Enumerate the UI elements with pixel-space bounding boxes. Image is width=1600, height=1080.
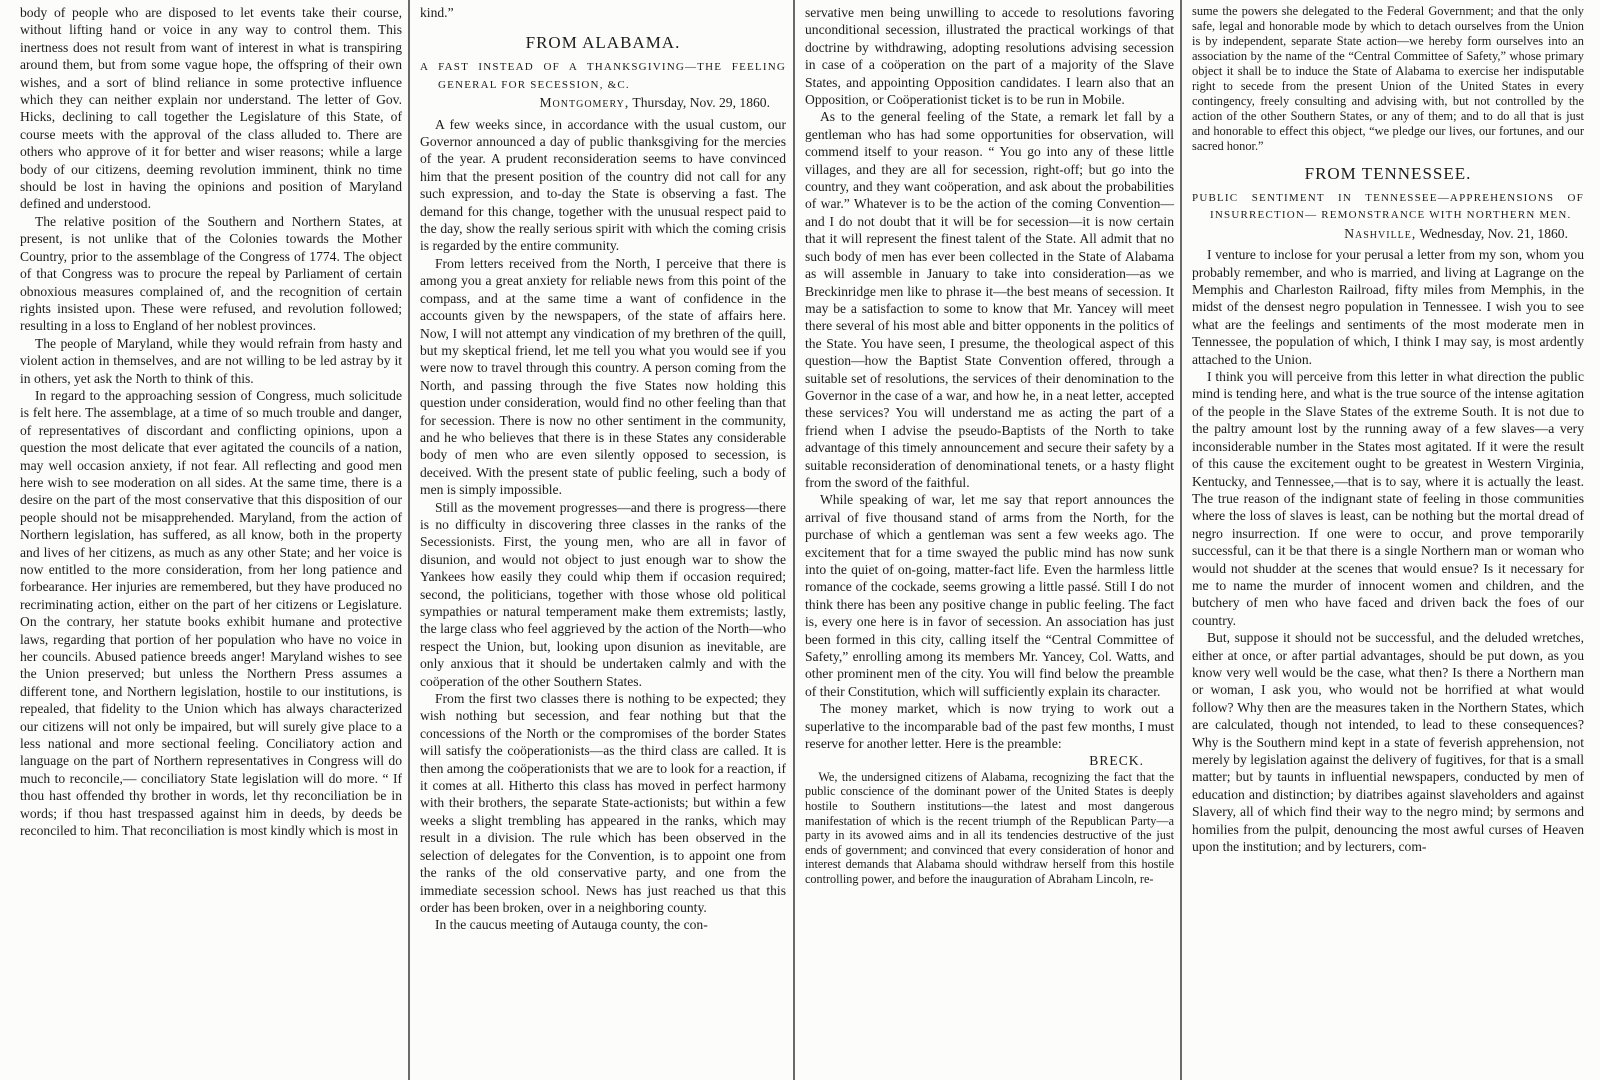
paragraph: kind.” [420,5,454,20]
paragraph: But, suppose it should not be successful, and the deluded wretches, either at once, or after partial advantages, should be put down, as you know very well would be the case, what then? Is there a Northern man or woman, I ask you, who would not be horrified at what would follow? Why then are the measures taken in the Northern States, which are calculated, though not intended, to lead to these consequences? Why is the Southern mind kept in a state of feverish apprehension, not merely by legislation against the delivery of fugitives, for that is a small matter; but by taunts in influential newspapers, conducted by men of education and distinction; by diatribes against slaveholders and against Slavery, all of which find their way to the negro mind; by sermons and homilies from the pulpit, denouncing the most awful curses of Heaven upon the institution; and by lecturers, com- [1192,630,1584,855]
paragraph: From letters received from the North, I perceive that there is among you a great anxiety for reliable news from this point of the compass, and at the same time a want of confidence in the accounts given by the newspapers, of the state of affairs here. Now, I will not attempt any vindication of my brethren of the quill, but my skeptical friend, let me tell you what you would see if you were now to travel through this country. A person coming from the North, and passing through the five States now holding this question under consideration, would find no other feeling than that for secession. There is now no other sentiment in the community, and he who believes that there is in these States any considerable body of men who are even silently opposed to secession, is deceived. With the present state of public feeling, such a body of men is simply impossible. [420,255,786,498]
dateline [420,94,786,111]
article-heading-tennessee: FROM TENNESSEE. [1304,164,1472,183]
signature [805,752,1174,769]
dateline-date: Wednesday, Nov. 21, 1860. [1416,225,1568,241]
article-subheading: A FAST INSTEAD OF A THANKSGIVING—THE FEELING GENERAL FOR SECESSION, &C. [420,61,786,91]
preamble-continuation: sume the powers she delegated to the Federal Government; and that the only safe, legal and honorable mode by which to detach ourselves from the Union is by independent, separate State action—we hereby form ourselves into an association by the name of the “Central Committee of Safety,” whose primary object it shall be to induce the State of Alabama to exercise her indisputable right to secede from the present Union of the United States in every contingency, freely consulting and advising with, but not controlled by the action of the other Southern States, or any of them; and to do all that is just and honorable to effect this object, “we pledge our lives, our fortunes, and our sacred honor.” [1192,4,1584,153]
paragraph: In the caucus meeting of Autauga county, the con- [434,917,708,933]
paragraph: body of people who are disposed to let events take their course, without lifting hand or voice in any way to control them. This inertness does not result from want of interest in what is transpiring around them, but from some vague hope, the offspring of their own wishes, and a sort of blind reliance in some protective influence which they can neither explain nor understand. The letter of Gov. Hicks, declining to call together the Legislature of this State, of course meets with the approval of the class alluded to. There are others who approve of it for better and wiser reasons; while a large body of our citizens, deeming revolution imminent, think no time should be lost in having the opinions and position of Maryland defined and understood. [20,5,402,212]
paragraph: The relative position of the Southern and Northern States, at present, is not unlike that of the Colonies towards the Mother Country, prior to the assemblage of the Congress of 1774. The object of that Congress was to procure the repeal by Parliament of certain obnoxious measures complained of, and the recognition of certain rights insisted upon. These were refused, and revolution followed; resulting in a loss to England of her noblest provinces. [20,213,402,334]
paragraph: The money market, which is now trying to work out a superlative to the incomparable bad of the past few months, I must reserve for another letter. Here is the preamble: [805,701,1174,752]
paragraph: In regard to the approaching session of Congress, much solicitude is felt here. The assemblage, at a time of so much trouble and danger, of representatives of discordant and conflicting opinions, upon a question the most delicate that ever agitated the councils of a nation, may well occasion anxiety, if not fear. All reflecting and good men here wish to see moderation on all sides. At the same time, there is a desire on the part of the most conservative that this disposition of our people should not be misapprehended. Maryland, from the action of Northern legislation, has suffered, as all know, both in the property and lives of her citizens, as much as any other State; and her voice is now entitled to the more consideration, from her long patience and forbearance. Her injuries are remembered, but they have produced no recriminating action, either on the part of her citizens or Legislature. On the contrary, her statute books exhibit humane and protective laws, regarding that portion of her population who have no voice in her councils. Abused patience breeds anger! Maryland wishes to see the Union preserved; but unless the Northern Press assumes a different tone, and Northern legislation, hostile to our institutions, is repealed, that fidelity to the Union which has always characterized our citizens will not only be impaired, but will surely give place to a less national and more sectional feeling. Conciliatory action and language on the part of Northern representatives in Congress will do much to reconcile,— conciliatory State legislation will do more. “ If thou hast offended thy brother in words, let thy reconciliation be in words; if thou hast trespassed against him in deeds, by deeds be reconciled to him. That reconciliation is most kindly which is most in [20,387,402,839]
article-heading-alabama: FROM ALABAMA. [525,33,681,53]
column-1 [10,0,408,1080]
dateline-date: Thursday, Nov. 29, 1860. [629,95,770,111]
paragraph: From the first two classes there is nothing to be expected; they wish nothing but secession, and fear nothing but that the concessions of the North or the compromises of the border States will satisfy the coöperationists—as the third class are called. It is then among the coöperationists that we are to look for a reaction, if it comes at all. Hitherto this class has moved in perfect harmony with their brothers, the separate State-actionists; but within a few weeks a slight trembling has appeared in the ranks, which may result in a division. The rule which has been observed in the selection of delegates for the Convention, is to appoint one from the ranks of the old conservative party, and one from the immediate secession school. News has just reached us that this order has been broken, over in a neighboring county. [420,691,786,915]
paragraph: I venture to inclose for your perusal a letter from my son, whom you probably remember, and who is married, and living at Lagrange on the Memphis and Charleston Railroad, fifty miles from Memphis, in the midst of the densest negro population in Tennessee. I wish you to see what are the feelings and sentiments of the most moderate men in Tennessee, the population of which, I think I may say, is most ardently attached to the Union. [1192,247,1584,367]
dateline-place: Nashville, [1344,225,1417,241]
dateline [1192,225,1584,242]
preamble-text: We, the undersigned citizens of Alabama, recognizing the fact that the public conscience of the dominant power of the United States is deeply hostile to Southern institutions—the latest and most dangerous manifestation of which is the recent triumph of the Republican Party—a party in its avowed aims and in all its tendencies destructive of the just ends of government; and convinced that every consideration of honor and interest demands that Alabama should withdraw herself from this hostile controlling power, and before the inauguration of Abraham Lincoln, re- [805,769,1174,887]
paragraph: As to the general feeling of the State, a remark let fall by a gentleman who has had some opportunities for observation, will commend itself to your reason. “ You go into any of these little villages, and they are all for secession, right-off; but go into the country, and they want coöperation, and ask about the probabilities of war.” Whatever is to be the action of the coming Convention—and I do not doubt that it will be for secession—it is now certain that it will represent the finest talent of the State. All admit that no such body of men has ever been collected in the State of Alabama as will assemble in January to take into consideration—as we Breckinridge men like to phrase it—the best means of secession. It may be a satisfaction to some to know that Mr. Yancey will meet there several of his most able and bitter opponents in the politics of the State. You have seen, I presume, the theological aspect of this question—how the Baptist State Convention offered, through a suitable set of resolutions, the services of their denomination to the Governor in the case of a war, and how he, in a neat letter, accepted these services? You will understand me as acting the part of a friend when I advise the pseudo-Baptists of the North to take advantage of this timely announcement and secure their safety by a suitable reconsideration of denominational tenets, or a hasty flight from the sword of the faithful. [805,109,1174,490]
column-2 [410,0,792,1080]
article-subheading: PUBLIC SENTIMENT IN TENNESSEE—APPREHENSIONS OF INSURRECTION— REMONSTRANCE WITH NORTHERN MEN. [1192,192,1584,222]
paragraph: A few weeks since, in accordance with the usual custom, our Governor announced a day of public thanksgiving for the mercies of the year. A prudent reconsideration seems to have convinced him that the present position of the country did not call for any such expression, and to-day the State is observing a fast. The demand for this change, together with the unusual respect paid to the day, show the really serious spirit with which the coming crisis is regarded by the entire community. [420,116,786,254]
dateline-place: Montgomery, [539,95,630,111]
column-3 [795,0,1180,1080]
column-4 [1182,0,1590,1080]
paragraph: Still as the movement progresses—and there is progress—there is no difficulty in discovering three classes in the ranks of the Secessionists. First, the young men, who are all in favor of disunion, and would not object to just enough war to show the Yankees how easily they could whip them if occasion required; second, the politicians, together with those whose old political sympathies or natural temperament make them extremists; lastly, the large class who feel aggrieved by the action of the North—who respect the Union, but, looking upon disunion as inevitable, are only anxious that it should be undertaken calmly and with the coöperation of the other Southern States. [420,499,786,689]
paragraph: I think you will perceive from this letter in what direction the public mind is tending here, and what is the true source of the intense agitation of the people in the Slave States of the extreme South. It is not due to the paltry amount lost by the running away of a few slaves—a very inconsiderable number in the States most agitated. If it were the result of this cause the excitement ought to be greatest in Western Virginia, Kentucky, and Tennessee,—that is to say, where it is actually the least. The true reason of the indignant state of feeling in those communities where the loss of slaves is least, can be nothing but the mortal dread of negro insurrection. If one were to occur, and prove temporarily successful, can it be that there is a single Northern man or woman who would not shudder at the scenes that would ensue? Is it necessary for me to name the murder of innocent women and children, and the butchery of men who have faced and driven back the foes of our country. [1192,369,1584,628]
paragraph: servative men being unwilling to accede to resolutions favoring unconditional secession, illustrated the practical workings of that doctrine by withdrawing, adopting resolutions advising secession in case of a coöperation on the part of a majority of the Slave States, and appointing Opposition candidates. I learn also that an Opposition, or Coöperationist ticket is to be run in Mobile. [805,5,1174,108]
paragraph: While speaking of war, let me say that report announces the arrival of five thousand stand of arms from the North, for the purchase of which a gentleman was sent a few weeks ago. The excitement that for a time swayed the public mind has now sunk into the quiet of on-going, matter-fact life. Even the harmless little romance of the cockade, seems growing a little passé. Still I do not think there has been any positive change in public feeling. The fact is, every one here is in favor of secession. An association has just been formed in this city, calling itself the “Central Committee of Safety,” enrolling among its members Mr. Yancey, Col. Watts, and other prominent men of the city. You will find below the preamble of their Constitution, which will sufficiently explain its character. [805,492,1174,699]
paragraph: The people of Maryland, while they would refrain from hasty and violent action in themselves, and are not willing to be led astray by it in others, yet ask the North to think of this. [20,335,402,386]
signature-text: BRECK. [1089,753,1144,769]
